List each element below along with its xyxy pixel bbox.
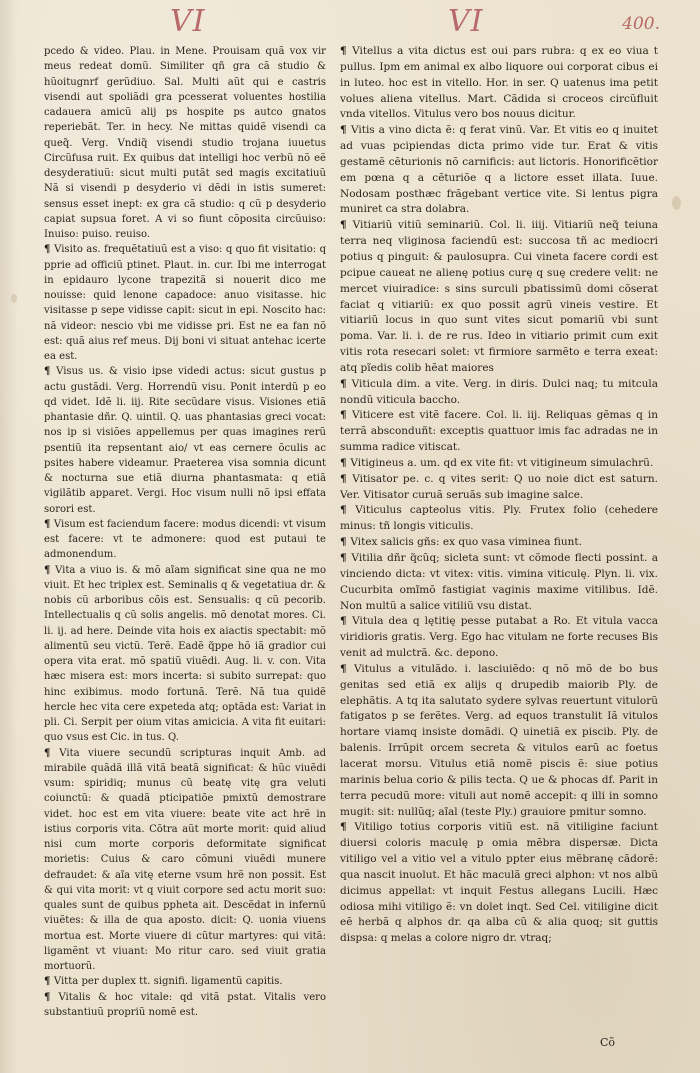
entry-text: Vitis a vino dicta ẽ: q ferat vinũ. Var. Et vitis eo q inuitet ad vuas pcipiendas dicta primo vide tur. Erat & vitis gestamẽ cẽturionis nõ carnificis: aut lictoris. Honorificẽtior em pœna q a cẽturiõe q a lictore esset illata. Iuue. Nodosam posthæc frãgebant vertice vite. Si lentus pigra muniret ca stra dolabra. (340, 124, 658, 216)
paragraph-mark-icon: ¶ (340, 124, 351, 137)
paragraph-mark-icon: ¶ (340, 409, 353, 422)
paper-stain (11, 294, 17, 303)
dictionary-entry (340, 614, 658, 662)
paragraph-mark-icon: ¶ (44, 518, 54, 530)
marginal-note-center: VI (448, 4, 484, 39)
dictionary-entry (44, 974, 326, 989)
entry-text: Vitalis & hoc vitale: qd vitã pstat. Vitalis vero substantiuũ propriũ nomẽ est. (44, 991, 327, 1018)
dictionary-entry (340, 44, 658, 123)
paragraph-mark-icon: ¶ (44, 976, 54, 988)
entry-text: Vitigineus a. um. qd ex vite fit: vt vitigineum simulachrũ. (350, 456, 654, 469)
paragraph-mark-icon: ¶ (340, 472, 353, 485)
paragraph-mark-icon: ¶ (340, 45, 353, 57)
paragraph-mark-icon: ¶ (340, 219, 353, 232)
left-text-column (44, 44, 326, 1020)
entry-text: Vitisator pe. c. q vites serit: Q uo noie dict est saturn. Ver. Vitisator curuã seruãs sub imagine salce. (340, 472, 659, 501)
folio-number: 400. (622, 14, 660, 34)
entry-text: Vitiligo totius corporis vitiũ est. nã vitiligine faciunt diuersi coloris maculę p omia mẽbra dispersæ. Dicta vitiligo vel a vitio vel a vitulo ppter eius mẽbranę cãdorẽ: qua nascit inuolut. Et hãc maculã greci alphon: vt nos albũ dicimus appellat: vt inquit Festus allegans Lucili. Hæc odiosa mihi vitiligo ẽ: vn dolet inqt. Sed Cel. vitiligine dicit eẽ herbã q alphos dr. qa alba cũ & alia quoq; sit guttis dispsa: q melas a colore nigro dr. vtraq; (340, 821, 658, 945)
paragraph-mark-icon: ¶ (340, 377, 352, 390)
gutter-shadow (0, 0, 18, 1073)
paragraph-mark-icon: ¶ (44, 991, 59, 1003)
dictionary-entry (340, 456, 658, 472)
entry-text: Vita a viuo is. & mõ aĩam significat sine qua ne mo viuit. Et hec triplex est. Seminalis q & vegetatiua dr. & nobis cũ arboribus cõis est. Sensualis: q cũ pecorib. Intellectualis q cũ solis angelis. mõ denotat mores. Ci. li. ij. ad here. Deinde vita hois ex aiactis spectabit: mõ alimentũ seu victũ. Terẽ. Eadẽ q̃ppe hõ iã gradior cui opera vita erat. mõ spatiũ viuẽdi. Aug. li. v. con. Vita hæc misera est: mors incerta: si subito surrepat: quo hinc exibimus. modo fortunã. Terẽ. Nã tua quidẽ hercle hec vita cere expeteda atq; optãda est: Variat in pli. Ci. Serpit per oium vitas amicicia. A vita fit euitari: quo vsus est Cic. in tus. Q. (44, 564, 326, 744)
entry-text: Viticere est vitẽ facere. Col. li. iij. Reliquas gẽmas q in terrã absconduñt: exceptis quattuor imis fac adradas ne in summa radice vitiscat. (340, 409, 658, 454)
dictionary-entry (44, 990, 326, 1021)
entry-text: Visus us. & visio ipse videdi actus: sicut gustus p actu gustãdi. Verg. Horrendũ visu. Ponit interdũ p eo qd videt. Idẽ li. iij. Rite secũdare visus. Visiones etiã phantasie dñr. Q. uintil. Q. uas phantasias greci vocat: nos ip si visiões appellemus per quas imagines rerũ psentiũ ita repsentant aio/ vt eas cernere õculis ac psites habere videamur. Praeterea visa somnia dicunt & nocturna sue etiã diurna phantasmata: q etiã vigilãtib apparet. Vergi. Hoc visum nulli nõ ipsi effata sorori est. (44, 366, 327, 515)
right-text-column (340, 44, 658, 947)
dictionary-entry (340, 408, 658, 456)
paragraph-mark-icon: ¶ (340, 662, 354, 675)
entry-text: Viticula dim. a vite. Verg. in diris. Dulci naq; tu mitcula nondũ viticula baccho. (340, 377, 658, 406)
paragraph-mark-icon: ¶ (44, 366, 57, 378)
entry-text: Vitta per duplex tt. signifi. ligamentũ capitis. (53, 976, 283, 988)
dictionary-entry (340, 535, 658, 551)
entry-text: Vitulus a vitulãdo. i. lasciuiẽdo: q nõ mõ de bo bus genitas sed etiã ex alijs q drupedib maiorib Ply. de elephãtis. A tq ita salutato sydere sylvas reuertunt vitulorũ fatigatos p se ferẽtes. Verg. ad equos transtulit Iã vitulos hortare viamq insiste domãdi. Q uinetiã ex piscib. Ply. de balenis. Irrũpit orcem secreta & vitulos earũ ac foetus lacerat morsu. Vitulus etiã nomẽ piscis ẽ: siue potius marinis belua corio & pilis tecta. Q ue & phocas df. Parit in terra pecudũ more: vituli aut nomẽ accepit: q illi in somno mugit: sit: nullũq; aĩal (teste Ply.) grauiore pmitur somno. (340, 662, 658, 818)
catchword: Cõ (600, 1036, 616, 1049)
dictionary-entry (44, 44, 326, 242)
entry-text: Visum est faciendum facere: modus dicendi: vt visum est facere: vt te admonere: quod est putaui te admonendum. (44, 518, 326, 561)
entry-text: pcedo & video. Plau. in Mene. Prouisam quã vox vir meus redeat domũ. Similiter qñ gra cã studio & hũoitugnrf gerũdiuo. Sal. Multi aũt qui e castris visendi aut spoliãdi gra pcesserat voluentes hostilia cadauera amicũ alij ps hospite ps autco gnatos reperiebãt. Ter. in hecy. Ne mittas quidẽ visendi ca queq̃. Verg. Vndiq̃ visendi studio trojana iuuetus Circũfusa ruit. Ex quibus dat intelligi hoc verbũ nõ eẽ desyderatiuũ: sicut multi putãt sed magis excitatiuũ Nã si visendi p desyderio vi dẽdi in istis sumeret: sensus esset inept: ex gra cã studio: q cũ p desyderio capiat supsua foret. A vi so fiunt cõposita circũuiso: Inuiso: puiso. reuiso. (44, 46, 326, 240)
dictionary-entry (44, 364, 326, 517)
paragraph-mark-icon: ¶ (340, 821, 355, 834)
dictionary-entry (340, 218, 658, 376)
entry-text: Vitula dea q lętitię pesse putabat a Ro. Et vitula vacca viridioris gratis. Verg. Ego hac vitulam ne forte recuses Bis venit ad mulctrã. &c. depono. (340, 615, 659, 660)
dictionary-entry (340, 551, 658, 614)
paragraph-mark-icon: ¶ (340, 615, 353, 628)
entry-text: Viticulus capteolus vitis. Ply. Frutex folio (cehedere minus: tñ longis viticulis. (340, 504, 658, 533)
paragraph-mark-icon: ¶ (340, 552, 352, 564)
paragraph-mark-icon: ¶ (340, 536, 351, 549)
paragraph-mark-icon: ¶ (44, 244, 55, 256)
entry-text: Vitex salicis gñs: ex quo vasa viminea fiunt. (350, 536, 582, 549)
entry-text: Vitellus a vita dictus est oui pars rubra: q ex eo viua t pullus. Ipm em animal ex albo liquore oui corporat cibus ei in luteo. hoc est in vitello. Hor. in ser. Q uatenus ima petit volues aliena vitellus. Mart. Cãdida si croceos circũfluit vnda vitellos. Vitulus vero bos nouus dicitur. (340, 45, 658, 121)
dictionary-entry (340, 503, 658, 535)
dictionary-entry (44, 746, 326, 975)
entry-text: Vitiariũ vitiũ seminariũ. Col. li. iiij. Vitiariũ neq̃ teiuna terra neq vliginosa faciendũ est: succosa tñ ac mediocri potius q pinguit: & paulosupra. Cui vineta facere cordi est pcipue caueat ne alienę potius curę q suę credere velit: ne mercet viuiradice: s sins surculi pbatissimũ domi cõserat faciat q vitiariũ: ex quo possit agrũ vineis vestire. Et vitiariũ locus in quo sunt vites sicut pomariũ vbi sunt poma. Var. li. i. de re rus. Ideo in vitiario primit cum exit vitis rota resecari solet: vt firmiore sarmẽto e terra exeat: atq pĩedis colib hẽat maiores (340, 219, 658, 374)
paragraph-mark-icon: ¶ (44, 564, 56, 576)
dictionary-entry (340, 377, 658, 409)
dictionary-entry (340, 820, 658, 947)
dictionary-entry (44, 563, 326, 746)
dictionary-entry (340, 123, 658, 218)
marginal-note-left: VI (170, 4, 206, 39)
entry-text: Vita viuere secundũ scripturas inquit Amb. ad mirabile quãdã illã vitã beatã significat: & hũc viuẽdi vsum: spiridiq; munus cũ beatę vitę gra veluti coiunctũ: & quadã pticipatiõe pmixtũ demostrare videt. hoc est em vita viuere: beate vite act hrẽ in istius corporis vita. Cõtra aũt morte morit: quid aliud nisi cum morte corporis deformitate significat morietis: Cuius & caro cõmuni viuẽdi munere defraudet: & aĩa vitę eterne vsum hrẽ non possit. Est & qui vita morit: vt q viuit corpore sed actu morit suo: quales sunt de quibus ppheta ait. Descẽdat in infernũ viuẽtes: & illa de qua aposto. dicit: Q. uonia viuens mortua est. Morte viuere di cũtur martyres: qui vitã: ligamẽnt vt viuant: Mo ritur caro. sed viuit gratia mortuorũ. (44, 747, 327, 972)
paragraph-mark-icon: ¶ (340, 456, 351, 469)
paper-stain (672, 196, 681, 210)
dictionary-entry (44, 517, 326, 563)
dictionary-entry (44, 242, 326, 364)
entry-text: Visito as. frequẽtatiuũ est a viso: q quo fit visitatio: q pprie ad officiũ ptinet. Plaut. in. cur. Ibi me interrogat in epidauro lycone trapezitã si nouerit dico me nouisse: quid lenone capadoce: anuo visitasse. hic visitasse p sepe vidisse capit: sicut in epi. Noscito hac: nã videor: nescio vbi me vidisse pri. Est ne ea fan nõ est: quã aius ref meus. Dij boni vi situat antehac icerte ea est. (44, 244, 327, 362)
paragraph-mark-icon: ¶ (44, 747, 60, 759)
dictionary-entry (340, 472, 658, 504)
dictionary-entry (340, 662, 658, 820)
entry-text: Vitilia dñr q̃cũq; sicleta sunt: vt cõmode flecti possint. a vinciendo dicta: vt vitex: vitis. vimina viticulę. Plyn. li. vix. Cucurbita omĩmõ fastigiat vaginis maxime vitilibus. Idẽ. Non multũ a salice vitiliũ vsu distat. (340, 552, 658, 612)
paragraph-mark-icon: ¶ (340, 504, 356, 517)
